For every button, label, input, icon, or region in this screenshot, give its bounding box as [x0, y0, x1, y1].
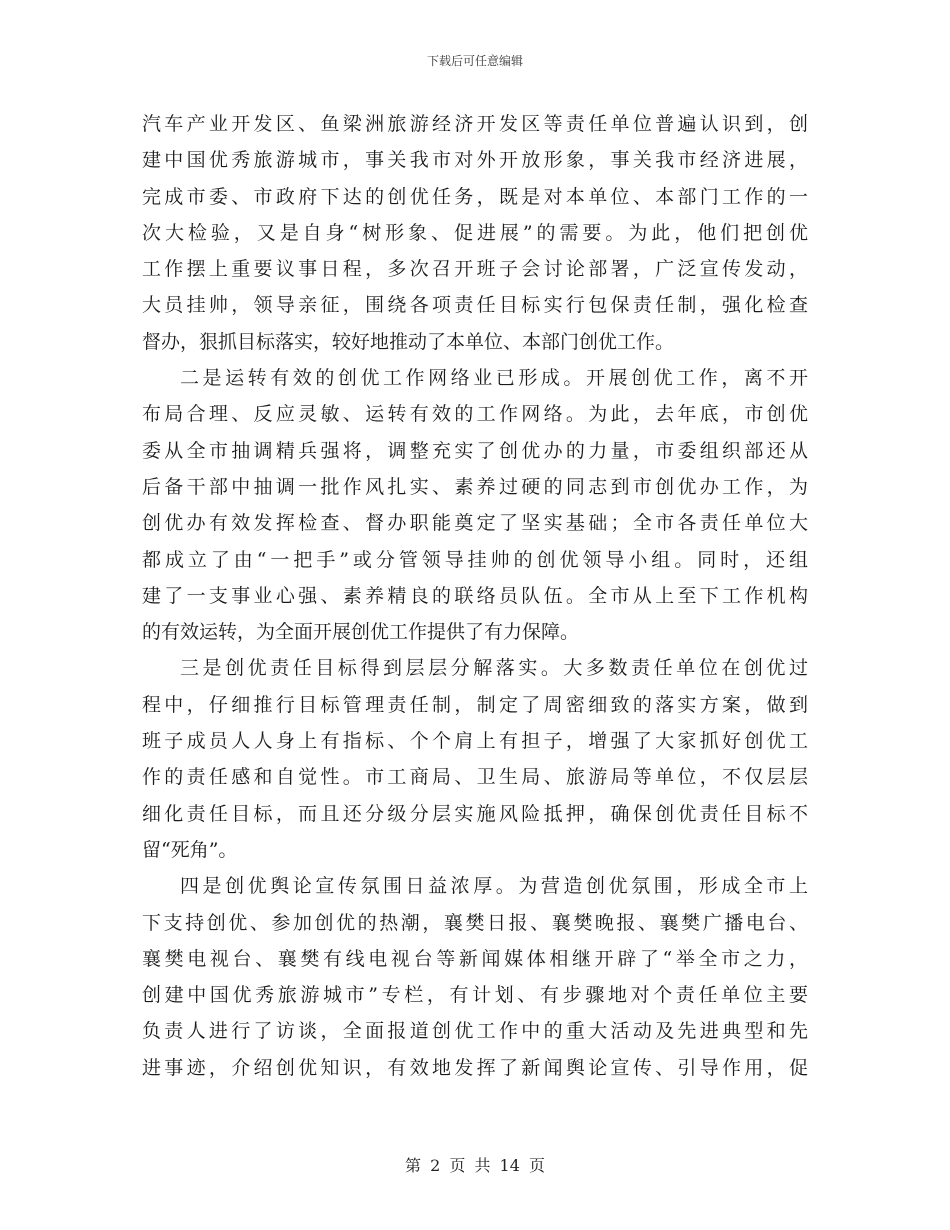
text-line: 委从全市抽调精兵强将，调整充实了创优办的力量，市委组织部还从 [142, 439, 808, 462]
text-line: 进事迹，介绍创优知识，有效地发挥了新闻舆论宣传、引导作用，促 [142, 1056, 808, 1079]
text-line: 襄樊电视台、襄樊有线电视台等新闻媒体相继开辟了“举全市之力， [142, 947, 808, 970]
text-line: 的有效运转，为全面开展创优工作提供了有力保障。 [142, 621, 580, 644]
text-line: 下支持创优、参加创优的热潮，襄樊日报、襄樊晚报、襄樊广播电台、 [142, 911, 808, 934]
text-line: 次大检验，又是自身“树形象、促进展”的需要。为此，他们把创优 [142, 221, 808, 244]
text-line: 细化责任目标，而且还分级分层实施风险抵押，确保创优责任目标不 [142, 802, 808, 825]
document-body [142, 106, 808, 1086]
text-line: 建中国优秀旅游城市，事关我市对外开放形象，事关我市经济进展， [142, 149, 808, 172]
text-line: 班子成员人人身上有指标、个个肩上有担子，增强了大家抓好创优工 [142, 730, 808, 753]
text-line: 督办，狠抓目标落实，较好地推动了本单位、本部门创优工作。 [142, 330, 675, 353]
text-line: 大员挂帅，领导亲征，围绕各项责任目标实行包保责任制，强化检查 [142, 294, 808, 317]
page-number-footer: 第 2 页 共 14 页 [405, 1156, 545, 1175]
text-line: 负责人进行了访谈，全面报道创优工作中的重大活动及先进典型和先 [142, 1020, 808, 1043]
paragraph-first-line: 四是创优舆论宣传氛围日益浓厚。为营造创优氛围，形成全市上 [180, 875, 808, 898]
text-line: 完成市委、市政府下达的创优任务，既是对本单位、本部门工作的一 [142, 185, 808, 208]
paragraph-first-line: 三是创优责任目标得到层层分解落实。大多数责任单位在创优过 [180, 657, 808, 680]
text-line: 工作摆上重要议事日程，多次召开班子会讨论部署，广泛宣传发动， [142, 258, 808, 281]
text-line: 创建中国优秀旅游城市”专栏，有计划、有步骤地对个责任单位主要 [142, 984, 808, 1007]
page-header-note: 下载后可任意编辑 [426, 54, 523, 68]
text-line: 程中，仔细推行目标管理责任制，制定了周密细致的落实方案，做到 [142, 693, 808, 716]
text-line: 布局合理、反应灵敏、运转有效的工作网络。为此，去年底，市创优 [142, 403, 808, 426]
text-line: 留“死角”。 [142, 838, 238, 861]
text-line: 后备干部中抽调一批作风扎实、素养过硬的同志到市创优办工作，为 [142, 475, 808, 498]
text-line: 作的责任感和自觉性。市工商局、卫生局、旅游局等单位，不仅层层 [142, 766, 808, 789]
paragraph-first-line: 二是运转有效的创优工作网络业已形成。开展创优工作，离不开 [180, 367, 808, 390]
text-line: 都成立了由“一把手”或分管领导挂帅的创优领导小组。同时，还组 [142, 548, 808, 571]
text-line: 创优办有效发挥检查、督办职能奠定了坚实基础；全市各责任单位大 [142, 512, 808, 535]
text-line: 建了一支事业心强、素养精良的联络员队伍。全市从上至下工作机构 [142, 584, 808, 607]
text-line: 汽车产业开发区、鱼梁洲旅游经济开发区等责任单位普遍认识到，创 [142, 113, 808, 135]
